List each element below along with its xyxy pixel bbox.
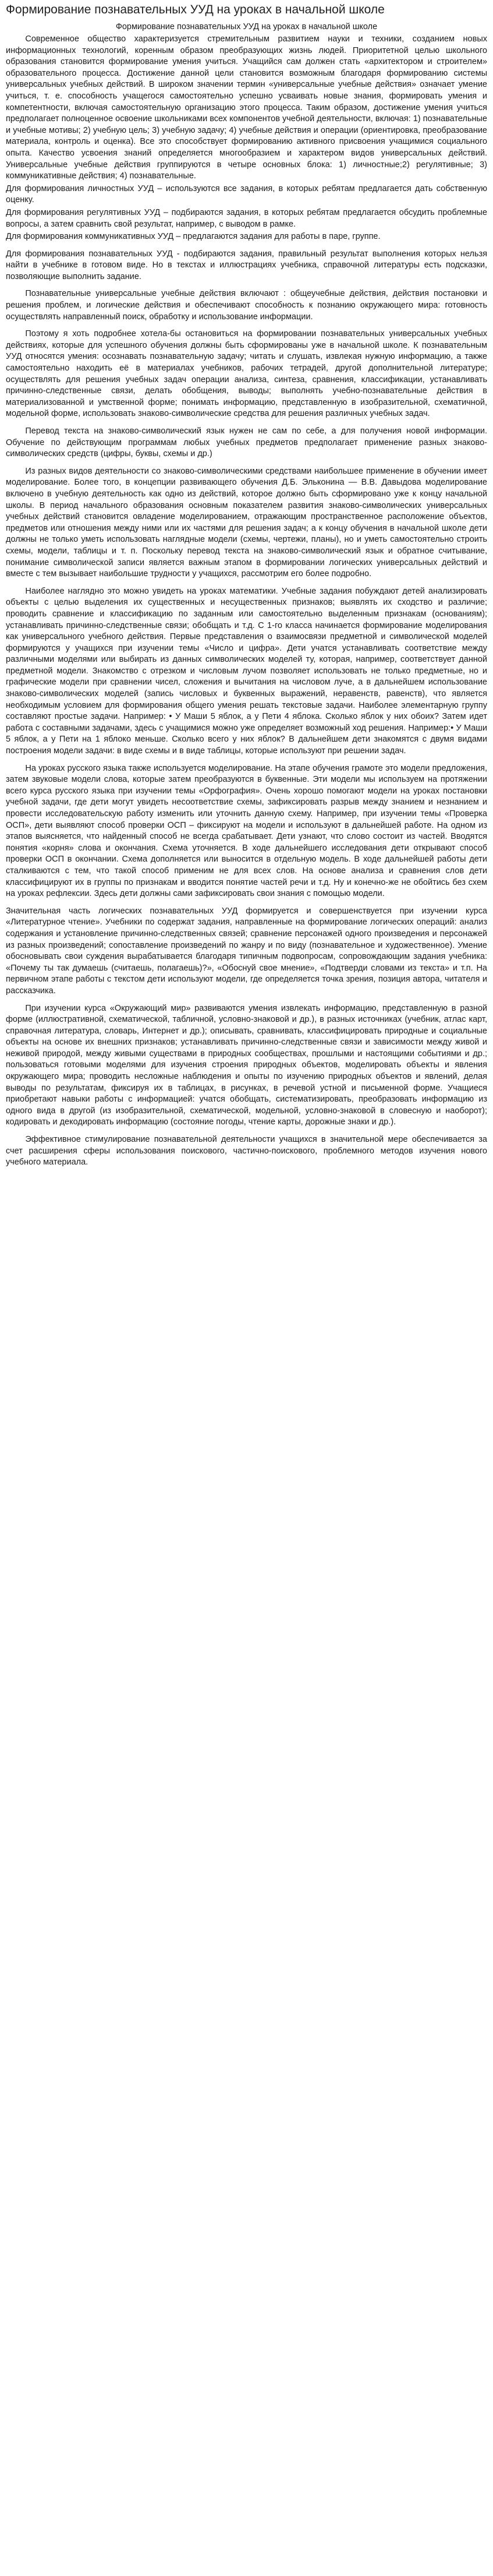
page-title: Формирование познавательных УУД на уроках в начальной школе xyxy=(6,3,385,16)
page xyxy=(0,0,493,1169)
article-paragraph: Значительная часть логических познавательных УУД формируется и совершенствуется при изучении курса «Литературное чтение». Учебники по содержат задания, направленные на формирование логических операций: анализ содержания и установление причинно-следственных связей; сравнение персонажей одного произведения и персонажей из разных произведений; сопоставление произведений по жанру и по виду (познавательное и художественное). Умение обосновывать свои суждения вырабатывается благодаря типичным подвопросам, сопровождающим задания учебника: «Почему ты так думаешь (считаешь, полагаешь)?», «Обоснуй свое мнение», «Подтверди словами из текста» и т.п. На первичном этапе работы с текстом дети используют модели, где определяется точка зрения, позиция автора, читателя и рассказчика. xyxy=(6,906,487,996)
article-paragraph: Познавательные универсальные учебные действия включают : общеучебные действия, действия постановки и решения проблем, и логические действия и обеспечивают способность к познанию окружающего мира: готовность осуществлять направленный поиск, обработку и использование информации. xyxy=(6,289,487,322)
article-paragraph: При изучении курса «Окружающий мир» развиваются умения извлекать информацию, представленную в разной форме (иллюстративной, схематической, табличной, условно-знаковой и др.), в разных источниках (учебник, атлас карт, справочная литература, словарь, Интернет и др.); описывать, сравнивать, классифицировать природные и социальные объекты на основе их внешних признаков; устанавливать причинно-следственные связи и зависимости между живой и неживой природой, между живыми существами в природных сообществах, прошлыми и настоящими событиями и др.; пользоваться готовыми моделями для изучения строения природных объектов, моделировать объекты и явления окружающего мира; проводить несложные наблюдения и опыты по изучению природных объектов и явлений, делая выводы по результатам, фиксируя их в таблицах, в рисунках, в речевой устной и письменной форме. Учащиеся приобретают навыки работы с информацией: учатся обобщать, систематизировать, преобразовать информацию из одного вида в другой (из изобразительной, схематической, модельной, условно-знаковой в словесную и наоборот); кодировать и декодировать информацию (состояние погоды, чтение карты, дорожные знаки и др.). xyxy=(6,1003,487,1127)
article-paragraph: Для формирования регулятивных УУД – подбираются задания, в которых ребятам предлагается обсудить проблемные вопросы, а затем сравнить свой результат, например, с выводом в рамке. xyxy=(6,207,487,229)
article-paragraph: Из разных видов деятельности со знаково-символическими средствами наибольшее применение в обучении имеет моделирование. Более того, в концепции развивающего обучения Д.Б. Эльконина — В.В. Давыдова моделирование включено в учебную деятельность как одно из действий, которое должно быть сформировано уже к концу начальной школы. В период начального образования основным показателем развития знаково-символических универсальных учебных действий становится овладение моделированием, отражающим пространственное расположение объектов, предметов или отношения между ними или их частями для решения задач; а к концу обучения в начальной школе дети должны не только уметь использовать наглядные модели (схемы, чертежи, планы), но и уметь самостоятельно строить схемы, модели, таблицы и т. п. Поскольку перевод текста на знаково-символический язык и обратное считывание, понимание символической записи является важным этапом в формировании логических универсальных действий и вместе с тем вызывает наибольшие трудности у учащихся, рассмотрим его более подробно. xyxy=(6,466,487,579)
article-paragraph: На уроках русского языка также используется моделирование. На этапе обучения грамоте это модели предложения, затем звуковые модели слова, которые затем преобразуются в буквенные. Эти модели мы используем на протяжении всего курса русского языка при изучении темы «Орфография». Очень хорошо помогают модели на уроках постановки учебной задачи, где дети могут увидеть несоответствие схемы, зафиксировать разрыв между знанием и незнанием и провести исследовательскую работу изменить или уточнить данную схему. Например, при изучении темы «Проверка ОСП», дети выявляют способ проверки ОСП – фиксируют на модели и используют в дальнейшей работе. На одном из этапов выясняется, что найденный способ не всегда срабатывает. Дети узнают, что слово состоит из частей. Вводятся понятия «корня» слова и окончания. Схема уточняется. В ходе дальнейшего исследования дети открывают способ проверки ОСП в окончании. Схема дополняется или выносится в отдельную модель. В ходе дальнейшей работы дети сталкиваются с тем, что такой способ применим не для всех слов. На основе анализа и сравнения слов дети классифицируют их в группы по признакам и вводится понятие частей речи и т.д. Ну и конечно-же не обойтись без схем на уроках рефлексии. Здесь дети должны сами зафиксировать свои знания с помощью модели. xyxy=(6,763,487,899)
article-paragraph: Для формирования личностных УУД – используются все задания, в которых ребятам предлагается дать собственную оценку. xyxy=(6,184,487,205)
article-paragraph: Эффективное стимулирование познавательной деятельности учащихся в значительной мере обеспечивается за счет расширения сферы использования поискового, частично-поискового, проблемного методов изучения нового учебного материала. xyxy=(6,1135,487,1167)
article-paragraph: Наиболее наглядно это можно увидеть на уроках математики. Учебные задания побуждают детей анализировать объекты с целью выделения их существенных и несущественных признаков; выявлять их сходство и различие; проводить сравнение и классификацию по заданным или самостоятельно выделенным признакам (основаниям); устанавливать причинно-следственные связи; обобщать и т.д. С 1-го класса начинается формирование моделирования как универсального учебного действия. Первые представления о взаимосвязи предметной и символической моделей формируются у учащихся при изучении темы «Число и цифра». Дети учатся устанавливать соответствие между различными моделями или выбирать из данных символических моделей ту, которая, например, соответствует данной предметной модели. Знакомство с отрезком и числовым лучом позволяет использовать не только предметные, но и графические модели при сравнении чисел, сложения и вычитания на числовом луче, а в дальнейшем использование знаково-символических моделей (запись числовых и буквенных выражений, неравенств, равенств), что является необходимым условием для формирования общего умения решать текстовые задачи. Наиболее элементарную группу составляют простые задачи. Например: • У Маши 5 яблок, а у Пети 4 яблока. Сколько яблок у них обоих? Затем идет работа с составными задачами, здесь с учащимися можно уже определяет возможный ход решения. Например:• У Маши 5 яблок, а у Пети на 1 яблоко меньше. Сколько всего у них яблок? В дальнейшем дети знакомятся с двумя видами построения модели задачи: в виде схемы и в виде таблицы, которые используют при решении задач. xyxy=(6,586,487,756)
article-subtitle: Формирование познавательных УУД на уроках в начальной школе xyxy=(115,22,378,31)
article-body xyxy=(6,34,487,1169)
article-paragraph: Современное общество характеризуется стремительным развитием науки и техники, созданием новых информационных технологий, коренным образом преобразующих жизнь людей. Приоритетной целью школьного образования становится формирование умения учиться. Учащийся сам должен стать «архитектором и строителем» образовательного процесса. Достижение данной цели становится возможным благодаря формированию системы универсальных учебных действий. В широком значении термин «универсальные учебные действия» означает умение учиться, т. е. способность учащегося самостоятельно успешно усваивать новые знания, формировать умения и компетентности, включая самостоятельную организацию этого процесса. Таким образом, достижение умения учиться предполагает полноценное освоение школьниками всех компонентов учебной деятельности, включая: 1) познавательные и учебные мотивы; 2) учебную цель; 3) учебную задачу; 4) учебные действия и операции (ориентировка, преобразование материала, контроль и оценка). Все это способствует формированию активного присвоения учащимися социального опыта. Качество усвоения знаний определяется многообразием и характером видов универсальных действий. Универсальные учебные действия группируются в четыре основных блока: 1) личностные;2) регулятивные; 3) коммуникативные действия; 4) познавательные. xyxy=(6,34,487,181)
article-paragraph: Для формирования коммуникативных УУД – предлагаются задания для работы в паре, группе. xyxy=(6,232,381,242)
article-paragraph: Для формирования познавательных УУД - подбираются задания, правильный результат выполнения которых нельзя найти в учебнике в готовом виде. Но в текстах и иллюстрациях учебника, справочной литературы есть подсказки, позволяющие выполнить задание. xyxy=(6,249,487,281)
article-paragraph: Перевод текста на знаково-символический язык нужен не сам по себе, а для получения новой информации. Обучение по действующим программам любых учебных предметов предполагает применение разных знаково-символических средств (цифры, буквы, схемы и др.) xyxy=(6,426,487,459)
article-paragraph: Поэтому я хоть подробнее хотела-бы остановиться на формировании познавательных универсальных учебных действиях, которые для успешного обучения должны быть сформированы уже в начальной школе. К познавательным УУД относятся умения: осознавать познавательную задачу; читать и слушать, извлекая нужную информацию, а также самостоятельно находить её в материалах учебников, рабочих тетрадей, другой дополнительной литературе; осуществлять для решения учебных задач операции анализа, синтеза, сравнения, классификации, устанавливать причинно-следственные связи, делать обобщения, выводы; выполнять учебно-познавательные действия в материализованной и умственной форме; понимать информацию, представленную в изобразительной, схематичной, модельной форме, использовать знаково-символические средства для решения различных учебных задач. xyxy=(6,329,487,419)
